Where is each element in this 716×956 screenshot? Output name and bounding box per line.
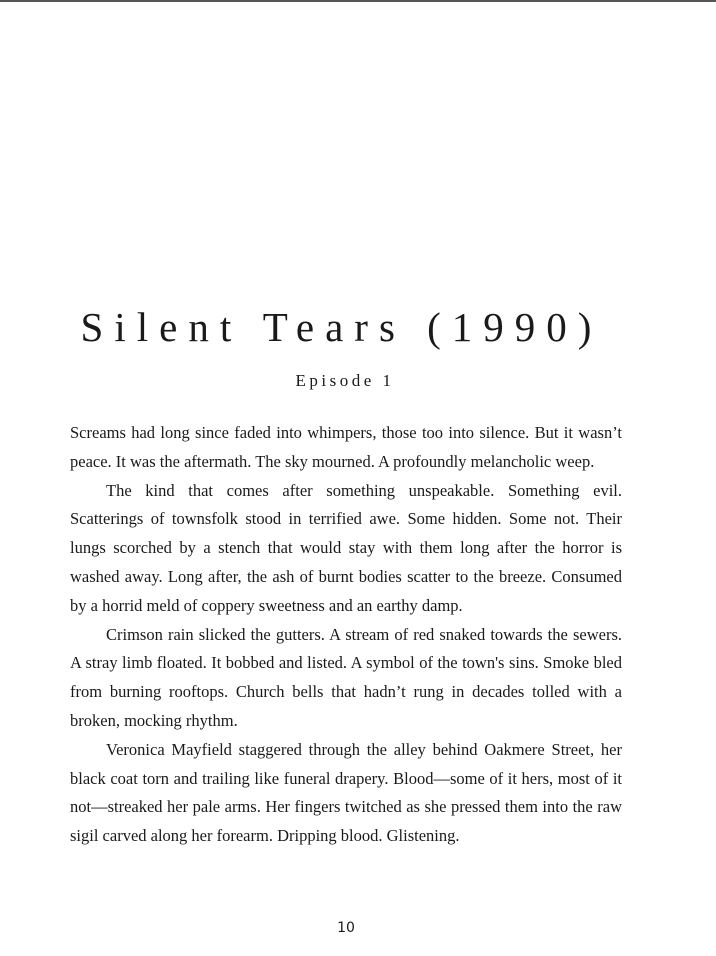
body-text bbox=[70, 419, 622, 851]
paragraph: The kind that comes after something unspeakable. Something evil. Scatterings of townsfolk stood in terrified awe. Some hidden. Some not. Their lungs scorched by a stench that would stay with them long after the horror is washed away. Long after, the ash of burnt bodies scatter to the breeze. Consumed by a horrid meld of coppery sweetness and an earthy damp. bbox=[70, 480, 622, 615]
episode-heading: Episode 1 bbox=[295, 371, 395, 390]
top-border bbox=[0, 0, 716, 2]
page-number: 10 bbox=[337, 920, 355, 936]
paragraph: Veronica Mayfield staggered through the alley behind Oakmere Street, her black coat torn and trailing like funeral drapery. Blood—some of it hers, most of it not—streaked her pale arms. Her fingers twitched as she pressed them into the raw sigil carved along her forearm. Dripping blood. Glistening. bbox=[70, 739, 622, 846]
chapter-title: Silent Tears (1990) bbox=[80, 304, 603, 350]
paragraph: Crimson rain slicked the gutters. A stream of red snaked towards the sewers. A stray limb floated. It bobbed and listed. A symbol of the town's sins. Smoke bled from burning rooftops. Church bells that hadn’t rung in decades tolled with a broken, mocking rhythm. bbox=[70, 624, 622, 730]
paragraph: Screams had long since faded into whimpers, those too into silence. But it wasn’t peace. It was the aftermath. The sky mourned. A profoundly melancholic weep. bbox=[70, 423, 622, 471]
